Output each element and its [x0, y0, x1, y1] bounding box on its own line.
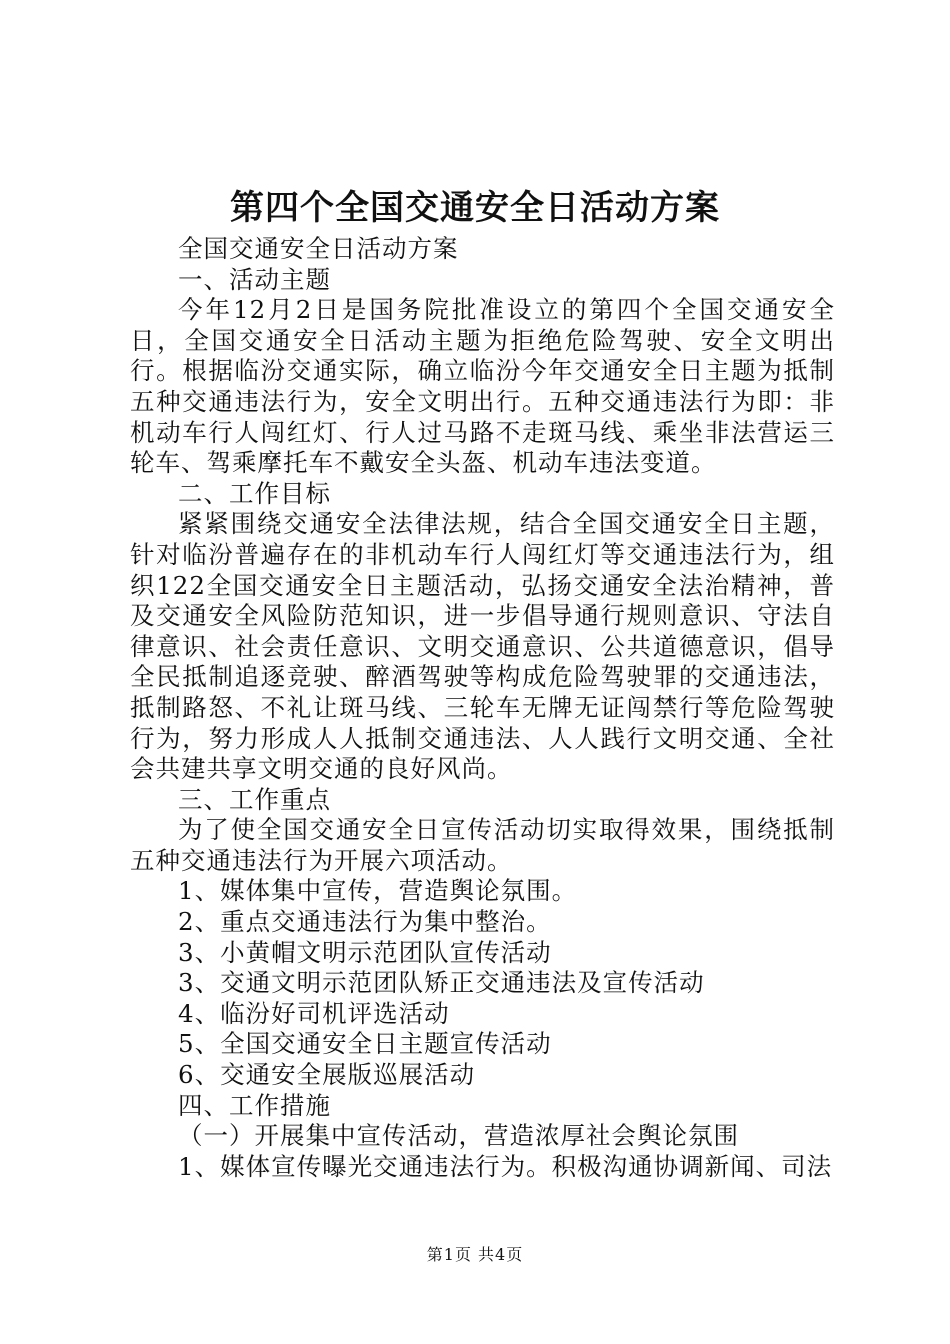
- list-item: 2、重点交通违法行为集中整治。: [178, 907, 552, 937]
- list-item: 3、交通文明示范团队矫正交通违法及宣传活动: [178, 968, 705, 998]
- sub-heading: （一）开展集中宣传活动，营造浓厚社会舆论氛围: [178, 1121, 739, 1151]
- list-item: 4、临汾好司机评选活动: [178, 998, 450, 1028]
- list-item: 5、全国交通安全日主题宣传活动: [178, 1029, 552, 1059]
- paragraph: 今年12月2日是国务院批准设立的第四个全国交通安全日，全国交通安全日活动主题为拒绝危险驾驶、安全文明出行。根据临汾交通实际，确立临汾今年交通安全日主题为抵制五种交通违法行为，安全文明出行。五种交通违法行为即：非机动车行人闯红灯、行人过马路不走斑马线、乘坐非法营运三轮车、驾乘摩托车不戴安全头盔、机动车违法变道。: [130, 295, 835, 478]
- document-body: [130, 234, 835, 1182]
- list-item: 1、媒体集中宣传，营造舆论氛围。: [178, 876, 578, 906]
- document-title: 第四个全国交通安全日活动方案: [230, 188, 720, 228]
- section-heading: 三、工作重点: [178, 784, 331, 814]
- list-item: 3、小黄帽文明示范团队宣传活动: [178, 937, 552, 967]
- page-footer: 第1页 共4页: [426, 1245, 524, 1264]
- section-heading: 四、工作措施: [178, 1090, 331, 1120]
- list-item: 6、交通安全展版巡展活动: [178, 1060, 476, 1090]
- section-heading: 二、工作目标: [178, 478, 331, 508]
- section-heading: 一、活动主题: [178, 264, 331, 294]
- paragraph: 为了使全国交通安全日宣传活动切实取得效果，围绕抵制五种交通违法行为开展六项活动。: [130, 815, 835, 875]
- paragraph: 紧紧围绕交通安全法律法规，结合全国交通安全日主题，针对临汾普遍存在的非机动车行人闯红灯等交通违法行为，组织122全国交通安全日主题活动，弘扬交通安全法治精神，普及交通安全风险防范知识，进一步倡导通行规则意识、守法自律意识、社会责任意识、文明交通意识、公共道德意识，倡导全民抵制追逐竞驶、醉酒驾驶等构成危险驾驶罪的交通违法，抵制路怒、不礼让斑马线、三轮车无牌无证闯禁行等危险驾驶行为，努力形成人人抵制交通违法、人人践行文明交通、全社会共建共享文明交通的良好风尚。: [130, 509, 835, 784]
- paragraph: 全国交通安全日活动方案: [178, 234, 459, 263]
- paragraph: 1、媒体宣传曝光交通违法行为。积极沟通协调新闻、司法: [178, 1151, 833, 1181]
